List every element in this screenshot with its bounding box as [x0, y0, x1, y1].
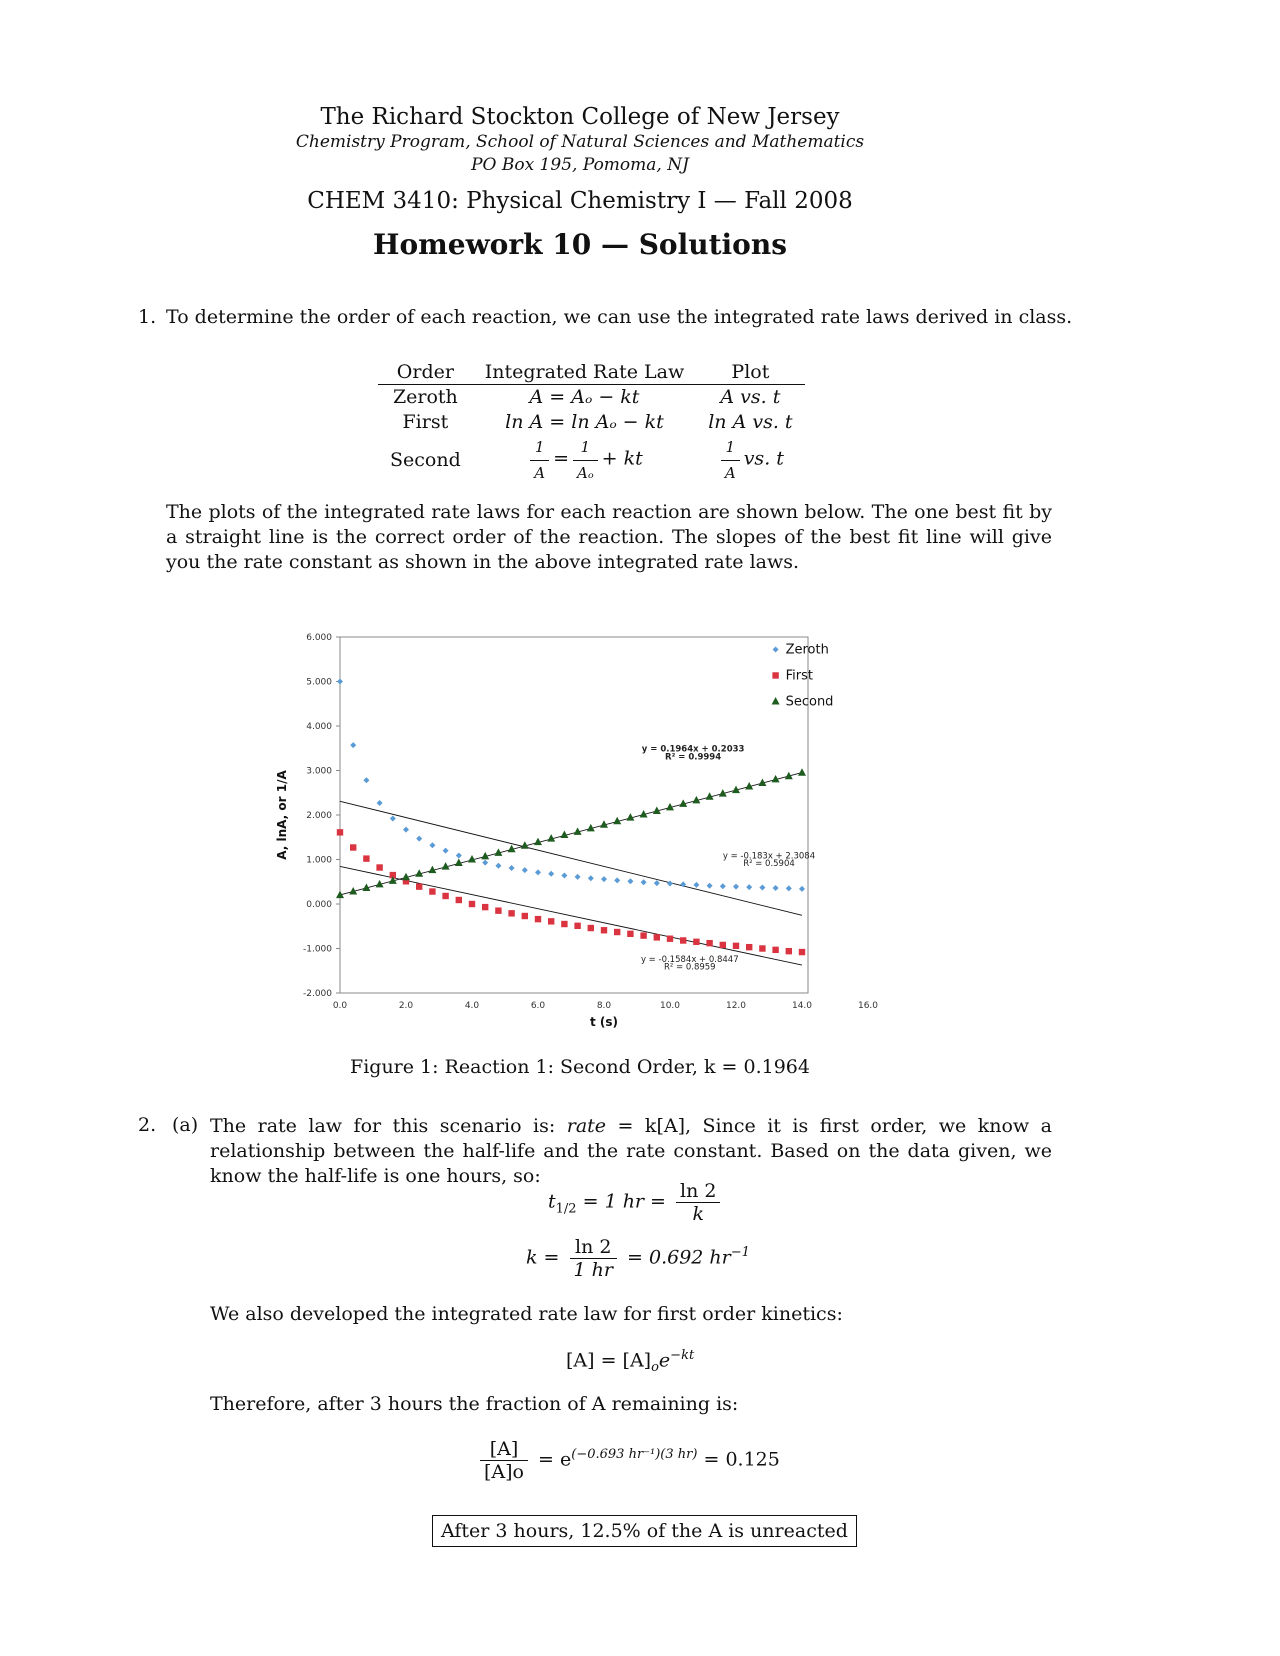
q2-part: (a) — [172, 1114, 199, 1136]
point-first — [588, 925, 594, 931]
point-second — [560, 831, 568, 839]
rate-law-table — [378, 360, 805, 486]
point-first — [654, 934, 660, 940]
point-zeroth — [443, 848, 449, 854]
text: The rate law for this scenario is: — [210, 1115, 567, 1137]
point-zeroth — [627, 878, 633, 884]
frac-den: k — [692, 1203, 705, 1225]
point-zeroth — [522, 867, 528, 873]
frac-den: 1 hr — [573, 1259, 613, 1281]
point-first — [495, 907, 501, 913]
y-tick-label: 3.000 — [306, 766, 332, 777]
point-zeroth — [746, 884, 752, 890]
x-tick-label: 10.0 — [659, 1001, 681, 1011]
x-tick-label: 4.0 — [464, 1001, 480, 1011]
x-tick-label: 16.0 — [857, 1001, 879, 1011]
point-first — [667, 936, 673, 942]
q2-text2: We also developed the integrated rate law for first order kinetics: — [210, 1303, 843, 1325]
point-first — [456, 897, 462, 903]
point-zeroth — [641, 879, 647, 885]
legend-label-first: First — [785, 668, 813, 684]
point-first — [786, 948, 792, 954]
point-zeroth — [377, 800, 383, 806]
point-zeroth — [667, 881, 673, 887]
y-tick-label: 5.000 — [306, 677, 332, 688]
plot-cell: A vs. t — [720, 386, 781, 408]
table-header-law: Integrated Rate Law — [473, 360, 696, 385]
point-zeroth — [416, 836, 422, 842]
point-first — [772, 947, 778, 953]
point-first — [416, 883, 422, 889]
legend-marker-zeroth — [773, 646, 779, 652]
legend-marker-first — [772, 672, 778, 678]
equation-integrated — [566, 1348, 694, 1375]
point-first — [627, 931, 633, 937]
program-name: Chemistry Program, School of Natural Sciences and Mathematics — [295, 132, 865, 152]
point-zeroth — [482, 860, 488, 866]
y-tick-label: -2.000 — [302, 989, 332, 999]
point-zeroth — [720, 883, 726, 889]
x-tick-label: 2.0 — [398, 1001, 414, 1011]
plot-cell — [696, 435, 804, 486]
point-second — [468, 855, 476, 863]
legend-label-zeroth: Zeroth — [785, 642, 829, 658]
frac-den: Aₒ — [577, 464, 594, 482]
point-zeroth — [350, 742, 356, 748]
point-first — [350, 844, 356, 850]
point-zeroth — [337, 679, 343, 685]
plot-frame — [340, 637, 808, 993]
sub: o — [651, 1360, 659, 1376]
frac-num: 1 — [530, 435, 549, 461]
point-first — [640, 932, 646, 938]
order-cell: Zeroth — [392, 386, 458, 408]
eq-rhs: = 0.125 — [703, 1448, 780, 1471]
x-axis-label: t (s) — [589, 1015, 619, 1029]
point-first — [706, 940, 712, 946]
rate-word: rate — [566, 1115, 607, 1137]
e: e — [658, 1349, 671, 1372]
frac-num: 1 — [721, 435, 740, 461]
point-zeroth — [588, 875, 594, 881]
equation-k — [526, 1236, 750, 1281]
sup: (−0.693 hr⁻¹)(3 hr) — [571, 1447, 698, 1463]
x-tick-label: 14.0 — [791, 1001, 813, 1011]
law-cell: A = Aₒ − kt — [529, 386, 640, 408]
sub: 1/2 — [555, 1201, 577, 1217]
point-first — [746, 944, 752, 950]
point-first — [759, 945, 765, 951]
t: t — [548, 1190, 556, 1213]
point-zeroth — [561, 873, 567, 879]
frac-den: [A]o — [484, 1461, 524, 1483]
trendline-r2-zeroth: R² = 0.5904 — [743, 859, 795, 870]
q1-number: 1. — [138, 306, 157, 328]
point-first — [376, 864, 382, 870]
table-row — [378, 410, 805, 435]
frac-num: ln 2 — [570, 1236, 617, 1259]
frac-den: A — [534, 464, 546, 482]
frac-num: [A] — [480, 1438, 528, 1461]
point-zeroth — [456, 852, 462, 858]
point-first — [799, 949, 805, 955]
page-title: Homework 10 — Solutions — [373, 228, 787, 261]
trendline-first — [340, 866, 802, 965]
point-zeroth — [654, 880, 660, 886]
point-zeroth — [799, 886, 805, 892]
point-zeroth — [535, 869, 541, 875]
trendline-r2-second: R² = 0.9994 — [665, 752, 722, 763]
point-first — [720, 942, 726, 948]
frac-den: A — [724, 464, 736, 482]
point-first — [337, 829, 343, 835]
x-tick-label: 12.0 — [725, 1001, 747, 1011]
point-zeroth — [575, 874, 581, 880]
point-zeroth — [548, 871, 554, 877]
point-first — [561, 921, 567, 927]
point-first — [601, 927, 607, 933]
equals: = — [553, 447, 569, 470]
point-first — [693, 939, 699, 945]
point-zeroth — [773, 885, 779, 891]
equation-fraction — [476, 1438, 780, 1483]
point-zeroth — [363, 777, 369, 783]
trendline-equation-zeroth: y = -0.183x + 2.3084 — [722, 851, 816, 862]
trendline-second — [340, 773, 802, 895]
q2-number: 2. — [138, 1114, 157, 1136]
address: PO Box 195, Pomoma, NJ — [471, 155, 689, 175]
plot-tail: vs. t — [743, 447, 784, 470]
point-first — [733, 943, 739, 949]
x-tick-label: 6.0 — [530, 1001, 546, 1011]
y-tick-label: 1.000 — [306, 855, 332, 866]
order-cell: First — [402, 411, 449, 433]
y-tick-label: 2.000 — [306, 811, 332, 821]
trendline-equation-first: y = -0.1584x + 0.8447 — [640, 954, 739, 965]
point-first — [429, 888, 435, 894]
rate-law-chart — [270, 615, 890, 1035]
table-row — [378, 385, 805, 411]
eq-lhs: k = — [526, 1246, 560, 1269]
eq-mid: = e — [538, 1448, 572, 1471]
law-cell — [473, 435, 696, 486]
trendline-equation-second: y = 0.1964x + 0.2033 — [641, 744, 745, 755]
legend-label-second: Second — [785, 694, 834, 710]
equation-half-life — [548, 1180, 724, 1225]
table-header-order: Order — [378, 360, 473, 385]
q2-text1 — [210, 1114, 1052, 1189]
frac-num: 1 — [573, 435, 598, 461]
trendline-r2-first: R² = 0.8959 — [664, 962, 716, 973]
q1-intro: To determine the order of each reaction, we can use the integrated rate laws derived in class. — [166, 306, 1073, 328]
point-first — [469, 901, 475, 907]
law-tail: + kt — [601, 447, 643, 470]
point-first — [614, 929, 620, 935]
point-zeroth — [614, 877, 620, 883]
point-zeroth — [693, 882, 699, 888]
point-zeroth — [733, 884, 739, 890]
point-zeroth — [429, 842, 435, 848]
plot-cell: ln A vs. t — [708, 411, 793, 433]
y-tick-label: 4.000 — [306, 722, 332, 732]
point-zeroth — [601, 876, 607, 882]
point-first — [522, 913, 528, 919]
college-name: The Richard Stockton College of New Jersey — [320, 104, 840, 130]
table-header-plot: Plot — [696, 360, 804, 385]
point-first — [482, 904, 488, 910]
point-zeroth — [403, 827, 409, 833]
eq-mid: = 1 hr = — [582, 1190, 666, 1213]
point-first — [363, 855, 369, 861]
q2-text3: Therefore, after 3 hours the fraction of A remaining is: — [210, 1393, 739, 1415]
y-tick-label: -1.000 — [302, 944, 332, 955]
point-zeroth — [390, 816, 396, 822]
sup: −1 — [730, 1245, 750, 1261]
point-first — [508, 910, 514, 916]
point-zeroth — [509, 865, 515, 871]
point-first — [574, 923, 580, 929]
course-title: CHEM 3410: Physical Chemistry I — Fall 2008 — [307, 188, 853, 214]
point-zeroth — [707, 883, 713, 889]
order-cell: Second — [390, 449, 461, 471]
x-tick-label: 8.0 — [596, 1001, 612, 1011]
legend-marker-second — [772, 697, 780, 705]
y-tick-label: 6.000 — [306, 633, 332, 643]
text: = k[A], Since it is first order, we know a relationship between the half-life and the rate constant. Based on the data given, we know the half-life is one hours, so: — [210, 1115, 1052, 1187]
x-tick-label: 0.0 — [332, 1001, 348, 1011]
figure-caption: Figure 1: Reaction 1: Second Order, k = 0.1964 — [350, 1056, 810, 1078]
point-first — [680, 937, 686, 943]
y-axis-label: A, lnA, or 1/A — [275, 770, 289, 860]
point-zeroth — [759, 885, 765, 891]
boxed-answer: After 3 hours, 12.5% of the A is unreacted — [432, 1515, 857, 1547]
y-tick-label: 0.000 — [306, 900, 332, 910]
law-cell: ln A = ln Aₒ − kt — [505, 411, 664, 433]
eq-rhs: = 0.692 hr — [627, 1246, 731, 1269]
point-zeroth — [495, 863, 501, 869]
sup: −kt — [670, 1348, 695, 1363]
eq3: [A] = [A] — [566, 1349, 652, 1372]
point-first — [535, 916, 541, 922]
point-second — [798, 768, 806, 776]
frac-num: ln 2 — [676, 1180, 720, 1203]
point-first — [442, 893, 448, 899]
q1-paragraph: The plots of the integrated rate laws for each reaction are shown below. The one best fit by a straight line is the correct order of the reaction. The slopes of the best fit line will give you the rate constant as shown in the above integrated rate laws. — [166, 501, 1052, 573]
table-row — [378, 435, 805, 486]
point-first — [548, 918, 554, 924]
point-zeroth — [786, 885, 792, 891]
